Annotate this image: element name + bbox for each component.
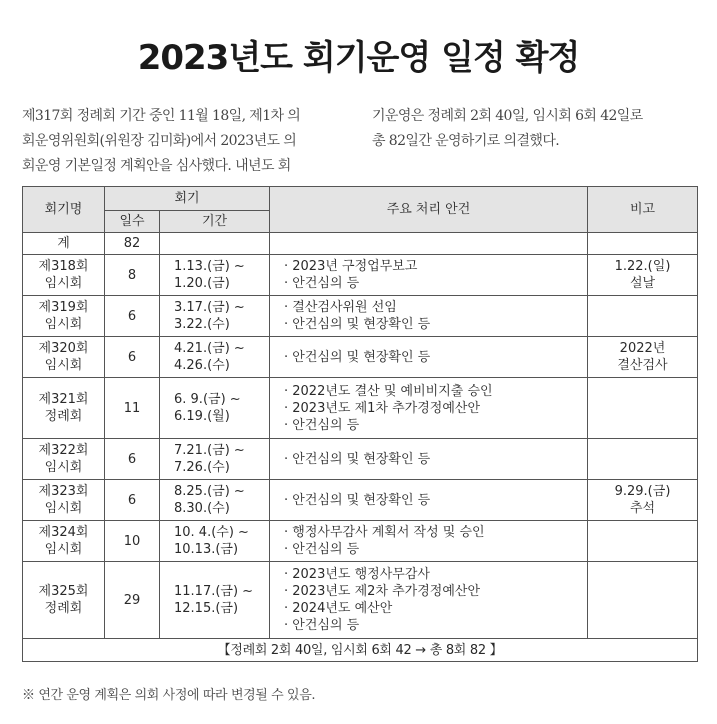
session-items-line: · 안건심의 및 현장확인 등 bbox=[284, 349, 431, 365]
session-period bbox=[160, 439, 270, 480]
session-name bbox=[23, 337, 105, 378]
session-name-line: 정례회 bbox=[44, 409, 83, 424]
intro-line: 총 82일간 운영하기로 의결했다. bbox=[372, 133, 560, 149]
session-note-line: 1.22.(일) bbox=[614, 259, 671, 274]
intro-line: 기운영은 정례회 2회 40일, 임시회 6회 42일로 bbox=[372, 108, 643, 124]
session-name bbox=[23, 255, 105, 296]
session-days: 6 bbox=[105, 480, 160, 521]
session-note-line: 결산검사 bbox=[617, 358, 668, 373]
session-name bbox=[23, 480, 105, 521]
session-items-line: · 안건심의 및 현장확인 등 bbox=[284, 317, 431, 332]
session-period-line: 3.22.(수) bbox=[174, 317, 230, 332]
session-period-line: 6.19.(월) bbox=[174, 409, 230, 424]
session-period bbox=[160, 296, 270, 337]
session-period-line: 3.17.(금) ~ bbox=[174, 300, 245, 315]
footnote: ※ 연간 운영 계획은 의회 사정에 따라 변경될 수 있음. bbox=[22, 688, 316, 703]
session-period-line: 4.26.(수) bbox=[174, 358, 230, 373]
session-name-line: 제318회 bbox=[38, 259, 89, 274]
session-name-line: 제323회 bbox=[38, 484, 89, 499]
session-period bbox=[160, 337, 270, 378]
session-note bbox=[588, 480, 698, 521]
header-items: 주요 처리 안건 bbox=[270, 187, 588, 233]
session-name-line: 임시회 bbox=[44, 542, 83, 557]
session-period-line: 7.21.(금) ~ bbox=[174, 443, 245, 458]
session-items-line: · 안건심의 및 현장확인 등 bbox=[284, 492, 431, 508]
intro-text-left bbox=[22, 104, 352, 179]
session-items-line: · 2022년도 결산 및 예비비지출 승인 bbox=[284, 383, 493, 399]
intro-line: 제317회 정례회 기간 중인 11월 18일, 제1차 의 bbox=[22, 108, 301, 124]
session-items bbox=[270, 337, 588, 378]
session-days: 6 bbox=[105, 439, 160, 480]
session-period-line: 12.15.(금) bbox=[174, 601, 239, 616]
session-note bbox=[588, 296, 698, 337]
table-row bbox=[23, 296, 698, 337]
session-items bbox=[270, 562, 588, 639]
total-label: 계 bbox=[23, 233, 105, 255]
session-name-line: 제322회 bbox=[38, 443, 89, 458]
table-row bbox=[23, 562, 698, 639]
session-period-line: 10.13.(금) bbox=[174, 542, 239, 557]
intro-line: 회운영 기본일정 계획안을 심사했다. 내년도 회 bbox=[22, 158, 291, 174]
session-items bbox=[270, 439, 588, 480]
session-name bbox=[23, 521, 105, 562]
session-period bbox=[160, 378, 270, 439]
table-row bbox=[23, 521, 698, 562]
session-items-line: · 행정사무감사 계획서 작성 및 승인 bbox=[284, 525, 485, 540]
session-items bbox=[270, 480, 588, 521]
session-name-line: 제321회 bbox=[38, 392, 89, 407]
session-period-line: 11.17.(금) ~ bbox=[174, 584, 254, 599]
session-items-line: · 2023년도 제2차 추가경정예산안 bbox=[284, 584, 481, 599]
session-note-line: 2022년 bbox=[619, 341, 666, 356]
session-name-line: 임시회 bbox=[44, 358, 83, 373]
session-period bbox=[160, 480, 270, 521]
session-items-line: · 안건심의 등 bbox=[284, 618, 360, 633]
session-period-line: 10. 4.(수) ~ bbox=[174, 525, 249, 540]
session-name-line: 임시회 bbox=[44, 460, 83, 475]
session-period bbox=[160, 562, 270, 639]
session-days: 10 bbox=[105, 521, 160, 562]
session-period-line: 1.13.(금) ~ bbox=[174, 259, 245, 274]
header-period: 기간 bbox=[160, 211, 270, 233]
session-period-line: 7.26.(수) bbox=[174, 460, 230, 475]
session-items bbox=[270, 521, 588, 562]
session-items bbox=[270, 255, 588, 296]
header-term: 회기 bbox=[105, 187, 270, 211]
session-items bbox=[270, 296, 588, 337]
session-note bbox=[588, 337, 698, 378]
session-items-line: · 2024년도 예산안 bbox=[284, 601, 393, 616]
session-name-line: 정례회 bbox=[44, 601, 83, 616]
session-note-line: 9.29.(금) bbox=[614, 484, 671, 499]
session-items-line: · 안건심의 등 bbox=[284, 276, 360, 291]
session-items-line: · 안건심의 등 bbox=[284, 542, 360, 557]
schedule-table bbox=[22, 186, 698, 662]
session-days: 6 bbox=[105, 337, 160, 378]
header-session: 회기명 bbox=[23, 187, 105, 233]
session-days: 8 bbox=[105, 255, 160, 296]
table-row bbox=[23, 480, 698, 521]
session-name bbox=[23, 562, 105, 639]
session-period-line: 4.21.(금) ~ bbox=[174, 341, 245, 356]
page-title: 2023년도 회기운영 일정 확정 bbox=[137, 38, 580, 78]
session-period bbox=[160, 255, 270, 296]
session-items-line: · 결산검사위원 선임 bbox=[284, 300, 397, 315]
session-items-line: · 2023년도 제1차 추가경정예산안 bbox=[284, 400, 481, 416]
table-body bbox=[23, 233, 698, 639]
table-row bbox=[23, 337, 698, 378]
header-note: 비고 bbox=[588, 187, 698, 233]
session-note bbox=[588, 255, 698, 296]
session-note-line: 추석 bbox=[629, 501, 656, 516]
session-period-line: 8.25.(금) ~ bbox=[174, 484, 245, 499]
session-period bbox=[160, 521, 270, 562]
session-items bbox=[270, 378, 588, 439]
session-name-line: 임시회 bbox=[44, 276, 83, 291]
table-row bbox=[23, 439, 698, 480]
session-period-line: 1.20.(금) bbox=[174, 276, 230, 291]
session-name-line: 제325회 bbox=[38, 584, 89, 599]
session-items-line: · 안건심의 등 bbox=[284, 417, 360, 433]
session-note bbox=[588, 439, 698, 480]
table-row bbox=[23, 378, 698, 439]
session-items-line: · 2023년 구정업무보고 bbox=[284, 259, 418, 274]
session-note bbox=[588, 562, 698, 639]
intro-line: 회운영위원회(위원장 김미화)에서 2023년도 의 bbox=[22, 133, 297, 149]
session-note-line: 설날 bbox=[629, 276, 656, 291]
session-note bbox=[588, 378, 698, 439]
session-name bbox=[23, 378, 105, 439]
session-name-line: 임시회 bbox=[44, 501, 83, 516]
table-row bbox=[23, 255, 698, 296]
session-name-line: 임시회 bbox=[44, 317, 83, 332]
session-name-line: 제320회 bbox=[38, 341, 89, 356]
session-name-line: 제324회 bbox=[38, 525, 89, 540]
session-period-line: 8.30.(수) bbox=[174, 501, 230, 516]
session-days: 29 bbox=[105, 562, 160, 639]
header-days: 일수 bbox=[105, 211, 160, 233]
session-name bbox=[23, 296, 105, 337]
session-days: 6 bbox=[105, 296, 160, 337]
total-days: 82 bbox=[105, 233, 160, 255]
session-name bbox=[23, 439, 105, 480]
session-name-line: 제319회 bbox=[38, 300, 89, 315]
session-items-line: · 안건심의 및 현장확인 등 bbox=[284, 451, 431, 467]
summary-row: 【정례회 2회 40일, 임시회 6회 42 → 총 8회 82 】 bbox=[23, 639, 698, 662]
session-note bbox=[588, 521, 698, 562]
session-days: 11 bbox=[105, 378, 160, 439]
session-period-line: 6. 9.(금) ~ bbox=[174, 392, 241, 407]
intro-text-right bbox=[372, 104, 702, 154]
session-items-line: · 2023년도 행정사무감사 bbox=[284, 567, 430, 582]
table-row-total bbox=[23, 233, 698, 255]
